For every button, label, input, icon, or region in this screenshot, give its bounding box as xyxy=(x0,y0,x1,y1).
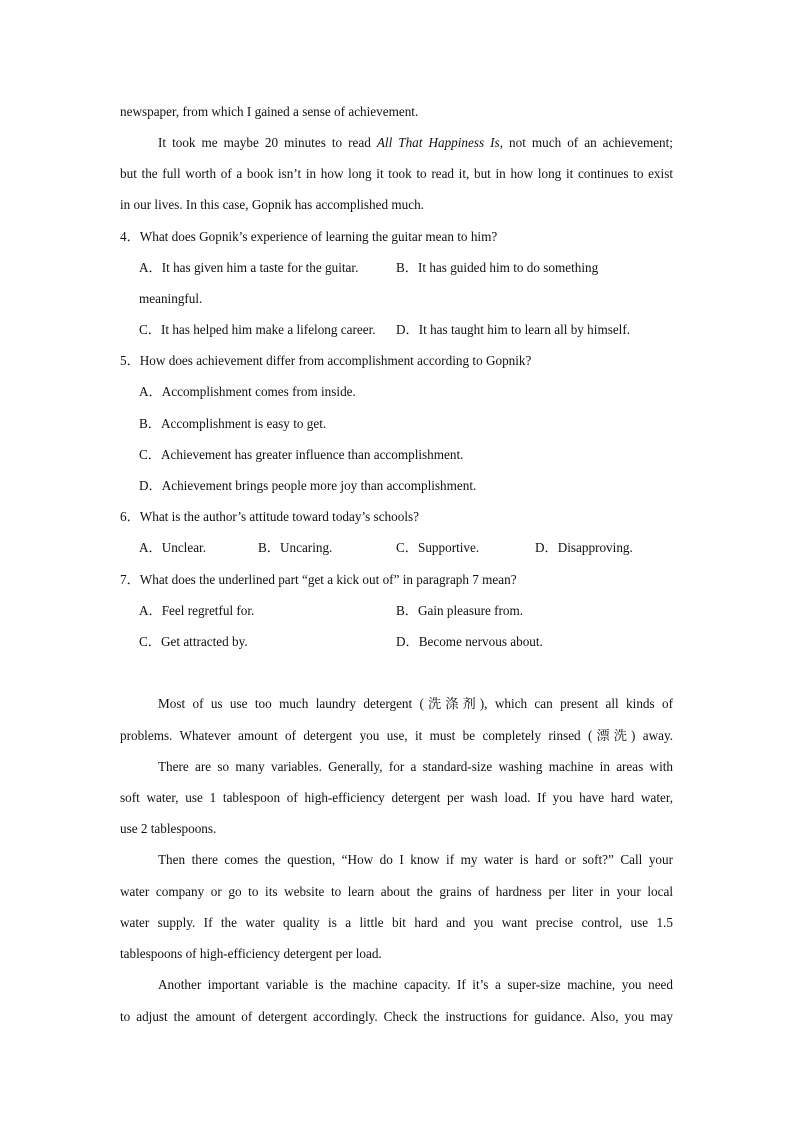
passage-d-p3-line-1: Then there comes the question, “How do I know if my water is hard or soft?” Call your xyxy=(158,852,673,867)
question-6-stem: 6．What is the author’s attitude toward today’s schools? xyxy=(120,509,419,524)
question-4-option-c: C．It has helped him make a lifelong career. xyxy=(139,322,376,337)
text-segment: , not much of an achievement; xyxy=(499,135,673,150)
question-7-stem: 7．What does the underlined part “get a kick out of” in paragraph 7 mean? xyxy=(120,572,517,587)
question-6-option-d: D．Disapproving. xyxy=(535,540,633,555)
question-7-option-b: B．Gain pleasure from. xyxy=(396,603,524,618)
question-4-stem: 4．What does Gopnik’s experience of learning the guitar mean to him? xyxy=(120,229,498,244)
question-5-option-c: C．Achievement has greater influence than accomplishment. xyxy=(139,447,464,462)
question-4-option-b-continued: meaningful. xyxy=(139,291,203,306)
passage-c-closing-line-3: in our lives. In this case, Gopnik has accomplished much. xyxy=(120,197,424,212)
question-7-option-a: A．Feel regretful for. xyxy=(139,603,255,618)
question-6-option-a: A．Unclear. xyxy=(139,540,207,555)
passage-d-p3-line-3: water supply. If the water quality is a little bit hard and you want precise control, use 1.5 xyxy=(120,915,673,930)
passage-d-p4-line-2: to adjust the amount of detergent accordingly. Check the instructions for guidance. Also, you may xyxy=(120,1009,673,1024)
book-title: All That Happiness Is xyxy=(376,135,500,150)
question-5-option-b: B．Accomplishment is easy to get. xyxy=(139,416,327,431)
passage-d-p2-line-2: soft water, use 1 tablespoon of high-efficiency detergent per wash load. If you have hard water, xyxy=(120,790,673,805)
passage-c-closing-line-1 xyxy=(158,135,673,151)
passage-c-paragraph-end: newspaper, from which I gained a sense of achievement. xyxy=(120,104,419,119)
passage-d-p2-line-1: There are so many variables. Generally, for a standard-size washing machine in areas with xyxy=(158,759,673,774)
passage-d-p1-line-1: Most of us use too much laundry detergent (洗涤剂), which can present all kinds of xyxy=(158,696,673,711)
question-5-option-a: A．Accomplishment comes from inside. xyxy=(139,384,356,399)
passage-d-p1-line-2: problems. Whatever amount of detergent you use, it must be completely rinsed (漂洗) away. xyxy=(120,728,673,743)
question-4-option-d: D．It has taught him to learn all by himself. xyxy=(396,322,631,337)
question-4-option-a: A．It has given him a taste for the guitar. xyxy=(139,260,359,275)
question-4-option-b: B．It has guided him to do something xyxy=(396,260,599,275)
passage-d-p4-line-1: Another important variable is the machine capacity. If it’s a super-size machine, you need xyxy=(158,977,673,992)
passage-d-p3-line-4: tablespoons of high-efficiency detergent per load. xyxy=(120,946,382,961)
question-7-option-c: C．Get attracted by. xyxy=(139,634,248,649)
question-6-option-c: C．Supportive. xyxy=(396,540,480,555)
question-6-option-b: B．Uncaring. xyxy=(258,540,333,555)
passage-d-p3-line-2: water company or go to its website to learn about the grains of hardness per liter in your local xyxy=(120,884,673,899)
question-5-stem: 5．How does achievement differ from accomplishment according to Gopnik? xyxy=(120,353,532,368)
question-7-option-d: D．Become nervous about. xyxy=(396,634,543,649)
passage-c-closing-line-2: but the full worth of a book isn’t in how long it took to read it, but in how long it continues to exist xyxy=(120,166,673,181)
question-5-option-d: D．Achievement brings people more joy than accomplishment. xyxy=(139,478,477,493)
text-segment: It took me maybe 20 minutes to read xyxy=(158,135,377,150)
passage-d-p2-line-3: use 2 tablespoons. xyxy=(120,821,217,836)
